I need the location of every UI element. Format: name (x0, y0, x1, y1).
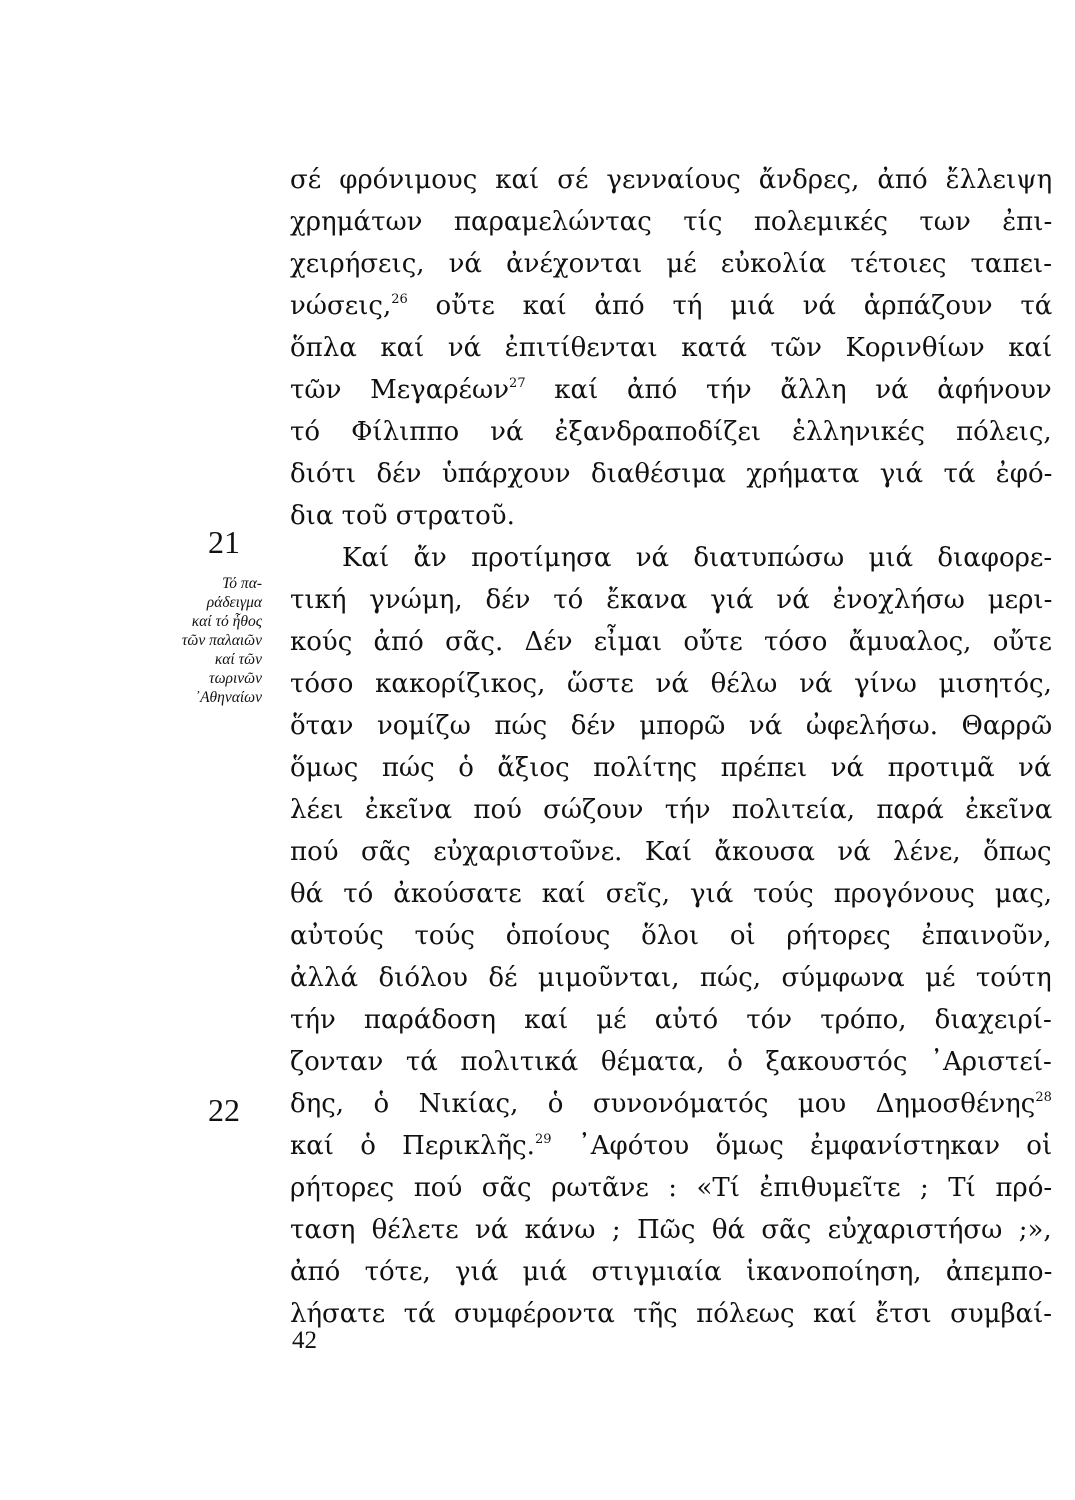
text-line: ζονταν τά πολιτικά θέματα, ὁ ξακουστός ᾿Αριστεί- (290, 1047, 1052, 1077)
section-number-22: 22 (208, 1092, 240, 1128)
margin-note-line: καί τῶν (214, 651, 262, 668)
margin-note-line: ράδειγμα (206, 594, 262, 611)
text-line: ταση θέλετε νά κάνω ; Πῶς θά σᾶς εὐχαριστήσω ;», (290, 1215, 1052, 1245)
page-number: 42 (292, 1327, 317, 1354)
margin-note (150, 574, 262, 707)
text-line: ἀλλά διόλου δέ μιμοῦνται, πώς, σύμφωνα μέ τούτη (290, 963, 1052, 993)
text-line: τική γνώμη, δέν τό ἔκανα γιά νά ἐνοχλήσω μερι- (290, 585, 1053, 615)
text-line: Καί ἄν προτίμησα νά διατυπώσω μιά διαφορε- (342, 543, 1053, 573)
text-line: θά τό ἀκούσατε καί σεῖς, γιά τούς προγόνους μας, (290, 879, 1053, 909)
text-line: αὐτούς τούς ὁποίους ὅλοι οἱ ρήτορες ἐπαινοῦν, (290, 921, 1052, 951)
text-line: ρήτορες πού σᾶς ρωτᾶνε : «Τί ἐπιθυμεῖτε ; Τί πρό- (290, 1173, 1053, 1203)
text-line: ὅταν νομίζω πώς δέν μπορῶ νά ὠφελήσω. Θαρρῶ (290, 711, 1053, 741)
text-line: λέει ἐκεῖνα πού σώζουν τήν πολιτεία, παρά ἐκεῖνα (290, 795, 1053, 825)
text-line: τῶν Μεγαρέων$^{27}$ καί ἀπό τήν ἄλλη νά ἀφήνουν (290, 375, 1052, 405)
text-line: πού σᾶς εὐχαριστοῦνε. Καί ἄκουσα νά λένε, ὅπως (290, 837, 1052, 867)
text-line: νώσεις,$^{26}$ οὔτε καί ἀπό τή μιά νά ἁρπάζουν τά (290, 291, 1053, 321)
text-line: χειρήσεις, νά ἀνέχονται μέ εὐκολία τέτοιες ταπει- (290, 249, 1053, 279)
margin-note-line: τωρινῶν (209, 670, 262, 687)
text-line: καί ὁ Περικλῆς.$^{29}$ ᾿Αφότου ὅμως ἐμφανίστηκαν οἱ (290, 1131, 1053, 1161)
text-line: τό Φίλιππο νά ἐξανδραποδίζει ἑλληνικές πόλεις, (290, 417, 1052, 447)
text-line: ὅπλα καί νά ἐπιτίθενται κατά τῶν Κορινθίων καί (290, 333, 1053, 363)
text-line: λήσατε τά συμφέροντα τῆς πόλεως καί ἔτσι συμβαί- (290, 1299, 1053, 1329)
footnote-ref-29: 29 (534, 1132, 552, 1147)
footnote-ref-26: 26 (391, 292, 408, 307)
margin-note-line: ᾿Αθηναίων (194, 689, 262, 706)
text-line: σέ φρόνιμους καί σέ γενναίους ἄνδρες, ἀπό ἔλλειψη (290, 165, 1053, 195)
footnote-ref-28: 28 (1035, 1090, 1052, 1105)
text-line: ἀπό τότε, γιά μιά στιγμιαία ἱκανοποίηση, ἀπεμπο- (290, 1257, 1053, 1287)
text-line: διότι δέν ὑπάρχουν διαθέσιμα χρήματα γιά τά ἐφό- (290, 459, 1053, 489)
text-line: τόσο κακορίζικος, ὥστε νά θέλω νά γίνω μισητός, (290, 669, 1052, 699)
text-line: δια τοῦ στρατοῦ. (290, 501, 515, 531)
margin-note-line: καί τό ἦθος (191, 613, 262, 630)
text-line: κούς ἀπό σᾶς. Δέν εἶμαι οὔτε τόσο ἄμυαλος, οὔτε (290, 627, 1053, 657)
text-line: τήν παράδοση καί μέ αὐτό τόν τρόπο, διαχειρί- (290, 1005, 1052, 1035)
text-line: χρημάτων παραμελώντας τίς πολεμικές των ἐπι- (290, 207, 1053, 237)
margin-note-line: τῶν παλαιῶν (181, 632, 262, 649)
text-line: δης, ὁ Νικίας, ὁ συνονόματός μου Δημοσθένης$^{28}$ (290, 1089, 1052, 1119)
footnote-ref-27: 27 (509, 376, 526, 391)
margin-note-line: Τό πα- (222, 575, 262, 592)
text-line: ὅμως πώς ὁ ἄξιος πολίτης πρέπει νά προτιμᾶ νά (290, 753, 1052, 783)
section-number-21: 21 (208, 524, 240, 560)
